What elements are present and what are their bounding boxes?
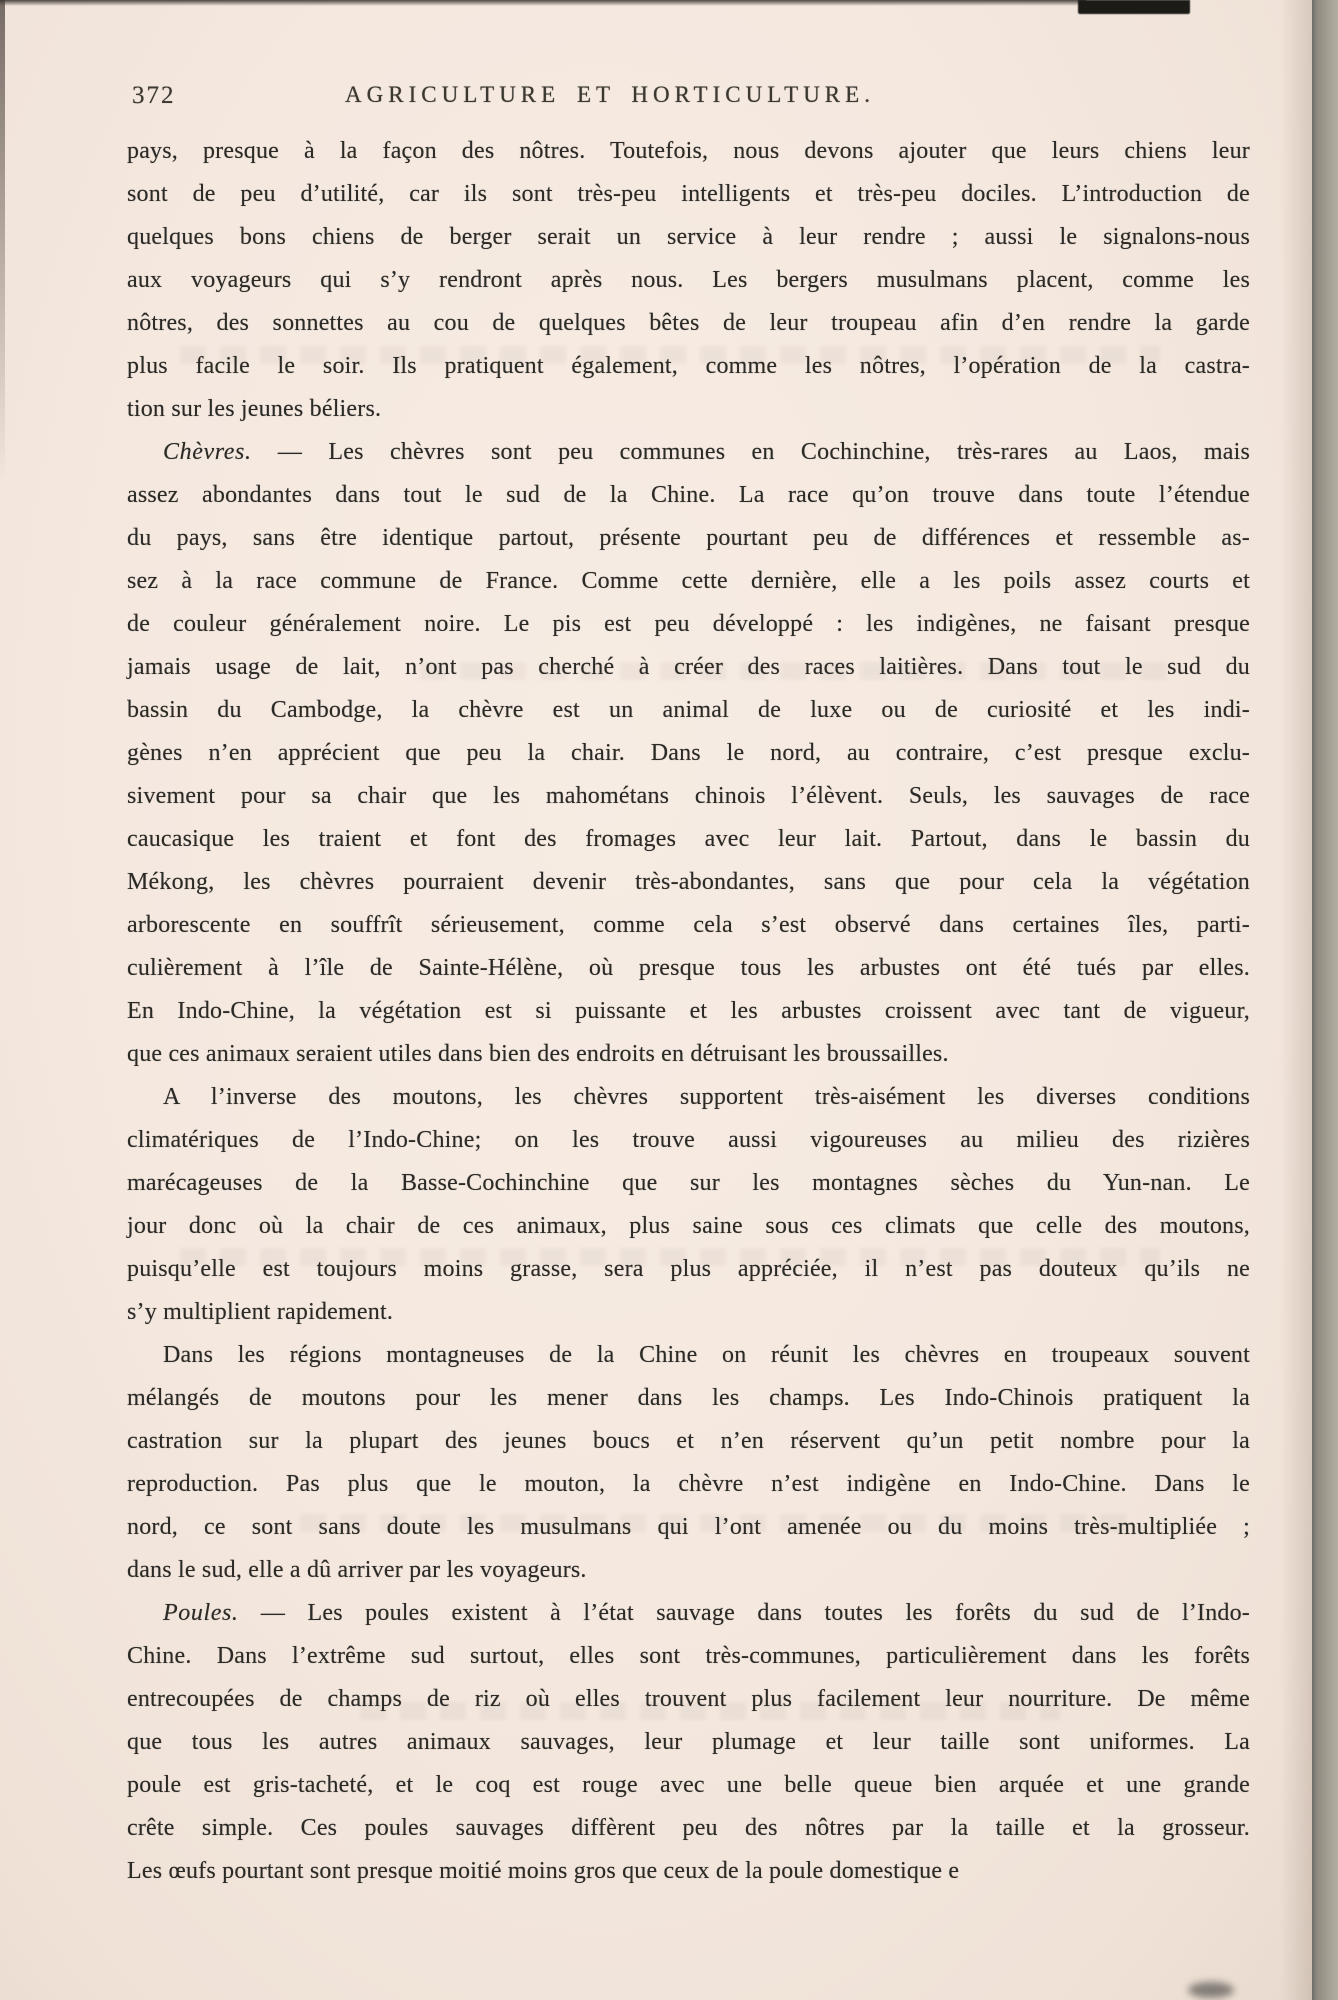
text-line: castration sur la plupart des jeunes boucs et n’en réservent qu’un petit nombre pour la — [127, 1428, 1250, 1454]
text-line: entrecoupées de champs de riz où elles trouvent plus facilement leur nourriture. De même — [127, 1686, 1250, 1712]
text-line: que ces animaux seraient utiles dans bien des endroits en détruisant les broussailles. — [127, 1041, 949, 1067]
text-line: sivement pour sa chair que les mahométans chinois l’élèvent. Seuls, les sauvages de race — [127, 783, 1250, 809]
scan-top-edge-artifact — [0, 0, 1086, 6]
text-line: sez à la race commune de France. Comme cette dernière, elle a les poils assez courts et — [127, 568, 1250, 594]
text-line: s’y multiplient rapidement. — [127, 1299, 394, 1325]
text-line: mélangés de moutons pour les mener dans les champs. Les Indo-Chinois pratiquent la — [127, 1385, 1250, 1411]
text-line: Mékong, les chèvres pourraient devenir très-abondantes, sans que pour cela la végétation — [127, 869, 1250, 895]
page-header — [0, 80, 1338, 114]
text-line: Chine. Dans l’extrême sud surtout, elles sont très-communes, particulièrement dans les forêts — [127, 1643, 1250, 1669]
page-curl-shadow — [1280, 0, 1314, 2000]
text-line: aux voyageurs qui s’y rendront après nous. Les bergers musulmans placent, comme les — [127, 267, 1250, 293]
text-line: nôtres, des sonnettes au cou de quelques bêtes de leur troupeau afin d’en rendre la garde — [127, 310, 1250, 336]
running-title: AGRICULTURE ET HORTICULTURE. — [345, 82, 875, 107]
page-number: 372 — [132, 82, 176, 109]
scan-right-edge-band — [1312, 0, 1338, 2000]
text-line: quelques bons chiens de berger serait un service à leur rendre ; aussi le signalons-nous — [127, 224, 1250, 250]
text-line: puisqu’elle est toujours moins grasse, sera plus appréciée, il n’est pas douteux qu’ils ne — [127, 1256, 1250, 1282]
text-line: pays, presque à la façon des nôtres. Toutefois, nous devons ajouter que leurs chiens leur — [127, 138, 1250, 164]
text-line: climatériques de l’Indo-Chine; on les trouve aussi vigoureuses au milieu des rizières — [127, 1127, 1250, 1153]
text-line: tion sur les jeunes béliers. — [127, 396, 382, 422]
paragraph-lead: Chèvres. — [163, 439, 252, 465]
text-line: que tous les autres animaux sauvages, leur plumage et leur taille sont uniformes. La — [127, 1729, 1250, 1755]
text-line: Poules. — Les poules existent à l’état sauvage dans toutes les forêts du sud de l’Indo- — [163, 1600, 1250, 1626]
text-line: Les œufs pourtant sont presque moitié moins gros que ceux de la poule domestique e — [127, 1858, 960, 1884]
scan-left-edge-artifact — [0, 0, 5, 480]
text-line: marécageuses de la Basse-Cochinchine que sur les montagnes sèches du Yun-nan. Le — [127, 1170, 1250, 1196]
text-line: assez abondantes dans tout le sud de la Chine. La race qu’on trouve dans toute l’étendue — [127, 482, 1250, 508]
text-line: culièrement à l’île de Sainte-Hélène, où presque tous les arbustes ont été tués par elles. — [127, 955, 1250, 981]
text-line: Dans les régions montagneuses de la Chine on réunit les chèvres en troupeaux souvent — [163, 1342, 1250, 1368]
text-line: poule est gris-tacheté, et le coq est rouge avec une belle queue bien arquée et une grande — [127, 1772, 1250, 1798]
text-line: jamais usage de lait, n’ont pas cherché à créer des races laitières. Dans tout le sud du — [127, 654, 1250, 680]
text-line: bassin du Cambodge, la chèvre est un animal de luxe ou de curiosité et les indi- — [127, 697, 1250, 723]
text-line: reproduction. Pas plus que le mouton, la chèvre n’est indigène en Indo-Chine. Dans le — [127, 1471, 1250, 1497]
text-line: dans le sud, elle a dû arriver par les voyageurs. — [127, 1557, 587, 1583]
scan-corner-smudge — [1188, 1982, 1234, 1998]
text-line: sont de peu d’utilité, car ils sont très-peu intelligents et très-peu dociles. L’introduction de — [127, 181, 1250, 207]
text-line: jour donc où la chair de ces animaux, plus saine sous ces climats que celle des moutons, — [127, 1213, 1250, 1239]
paragraph-lead: Poules. — [163, 1600, 239, 1626]
scan-top-black-bar-artifact — [1078, 0, 1190, 14]
text-line: caucasique les traient et font des fromages avec leur lait. Partout, dans le bassin du — [127, 826, 1250, 852]
text-line: A l’inverse des moutons, les chèvres supportent très-aisément les diverses conditions — [163, 1084, 1250, 1110]
text-line: de couleur généralement noire. Le pis est peu développé : les indigènes, ne faisant presque — [127, 611, 1250, 637]
text-line: Chèvres. — Les chèvres sont peu communes en Cochinchine, très-rares au Laos, mais — [163, 439, 1250, 465]
text-line: En Indo-Chine, la végétation est si puissante et les arbustes croissent avec tant de vigueur, — [127, 998, 1250, 1024]
text-block — [127, 130, 1250, 1893]
text-line: nord, ce sont sans doute les musulmans qui l’ont amenée ou du moins très-multipliée ; — [127, 1514, 1250, 1540]
text-line: arborescente en souffrît sérieusement, comme cela s’est observé dans certaines îles, parti- — [127, 912, 1250, 938]
text-line: gènes n’en apprécient que peu la chair. Dans le nord, au contraire, c’est presque exclu- — [127, 740, 1250, 766]
text-line: crête simple. Ces poules sauvages diffèrent peu des nôtres par la taille et la grosseur. — [127, 1815, 1250, 1841]
text-line: du pays, sans être identique partout, présente pourtant peu de différences et ressemble as- — [127, 525, 1250, 551]
text-line: plus facile le soir. Ils pratiquent également, comme les nôtres, l’opération de la castra- — [127, 353, 1250, 379]
